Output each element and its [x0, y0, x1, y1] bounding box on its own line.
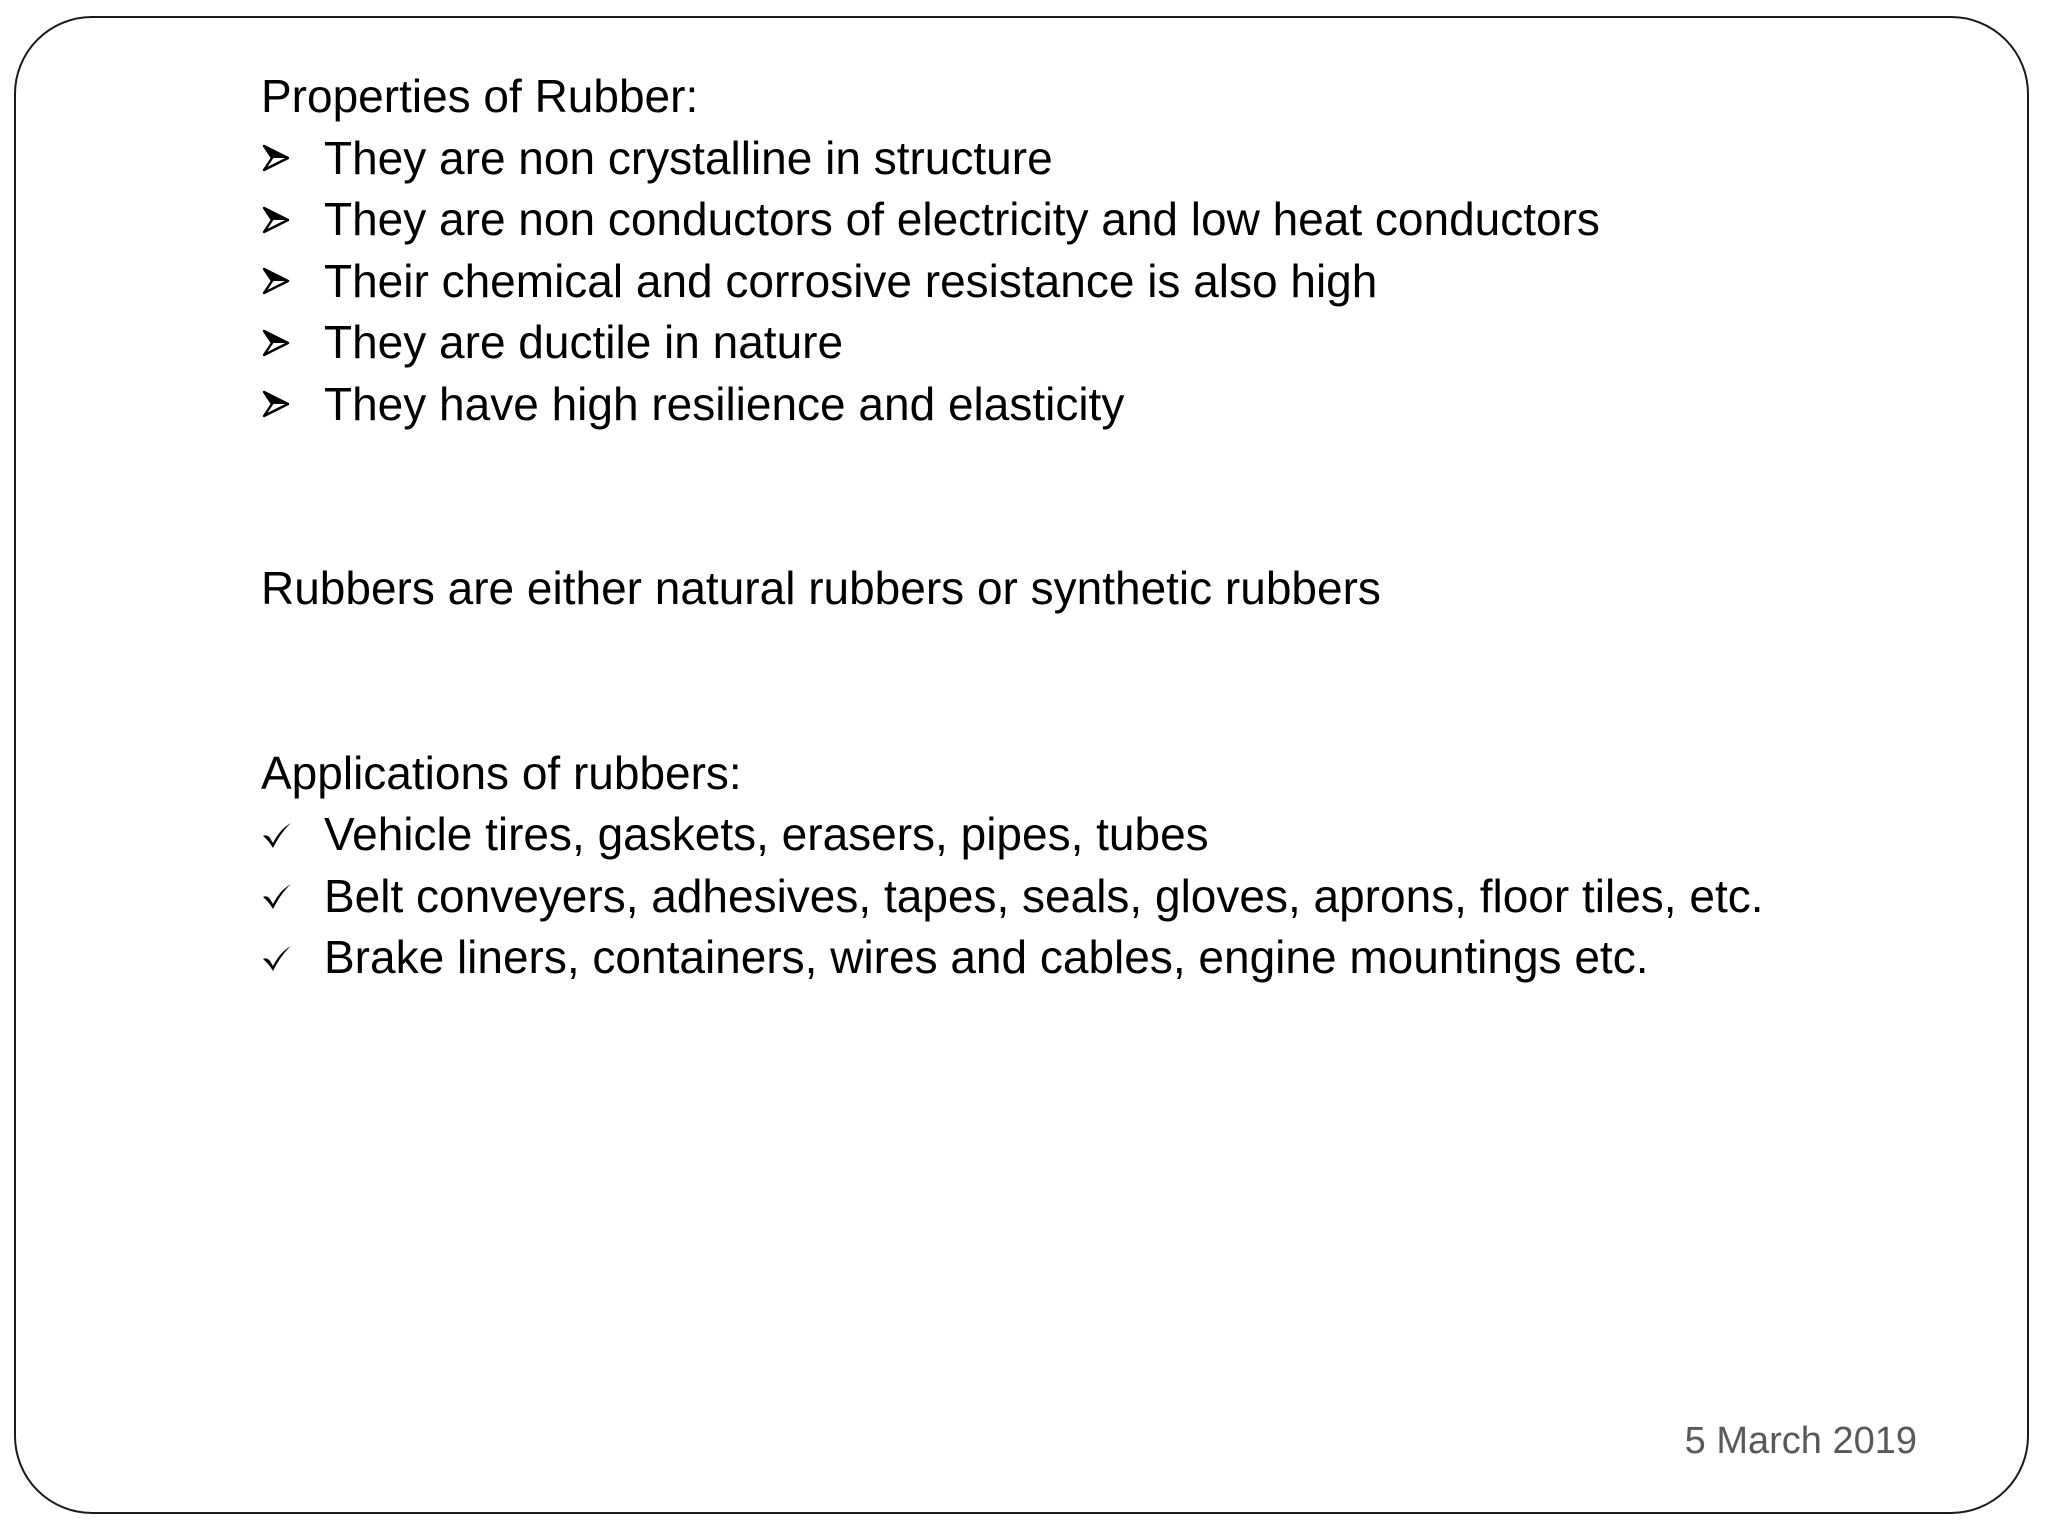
property-text: They are non conductors of electricity and low heat conductors — [324, 193, 1600, 245]
list-item — [261, 866, 1981, 928]
applications-list — [261, 804, 1981, 989]
list-item — [261, 128, 1981, 190]
property-text: They are non crystalline in structure — [324, 131, 1053, 184]
properties-list — [261, 128, 1981, 436]
arrowhead-bullet-icon — [261, 312, 311, 374]
application-text: Vehicle tires, gaskets, erasers, pipes, tubes — [324, 808, 1209, 860]
property-text: Their chemical and corrosive resistance is also high — [324, 254, 1378, 307]
list-item — [261, 251, 1981, 313]
list-item — [261, 374, 1981, 436]
classification-text: Rubbers are either natural rubbers or synthetic rubbers — [261, 562, 1381, 614]
list-item — [261, 189, 1981, 251]
slide-content — [261, 66, 1981, 989]
arrowhead-bullet-icon — [261, 251, 311, 313]
application-text: Belt conveyers, adhesives, tapes, seals, gloves, aprons, floor tiles, etc. — [324, 869, 1764, 922]
list-item — [261, 804, 1981, 866]
checkmark-bullet-icon — [261, 866, 311, 928]
arrowhead-bullet-icon — [261, 128, 311, 190]
arrowhead-bullet-icon — [261, 189, 311, 251]
property-text: They are ductile in nature — [324, 316, 844, 368]
spacer — [261, 620, 1981, 743]
arrowhead-bullet-icon — [261, 374, 311, 436]
slide-date: 5 March 2019 — [1684, 1420, 1917, 1462]
applications-heading: Applications of rubbers: — [261, 746, 742, 799]
property-text: They have high resilience and elasticity — [324, 377, 1125, 430]
application-text: Brake liners, containers, wires and cables, engine mountings etc. — [324, 931, 1649, 983]
properties-heading: Properties of Rubber: — [261, 70, 699, 122]
checkmark-bullet-icon — [261, 927, 311, 989]
list-item — [261, 927, 1981, 989]
spacer — [261, 435, 1981, 558]
list-item — [261, 312, 1981, 374]
checkmark-bullet-icon — [261, 804, 311, 866]
